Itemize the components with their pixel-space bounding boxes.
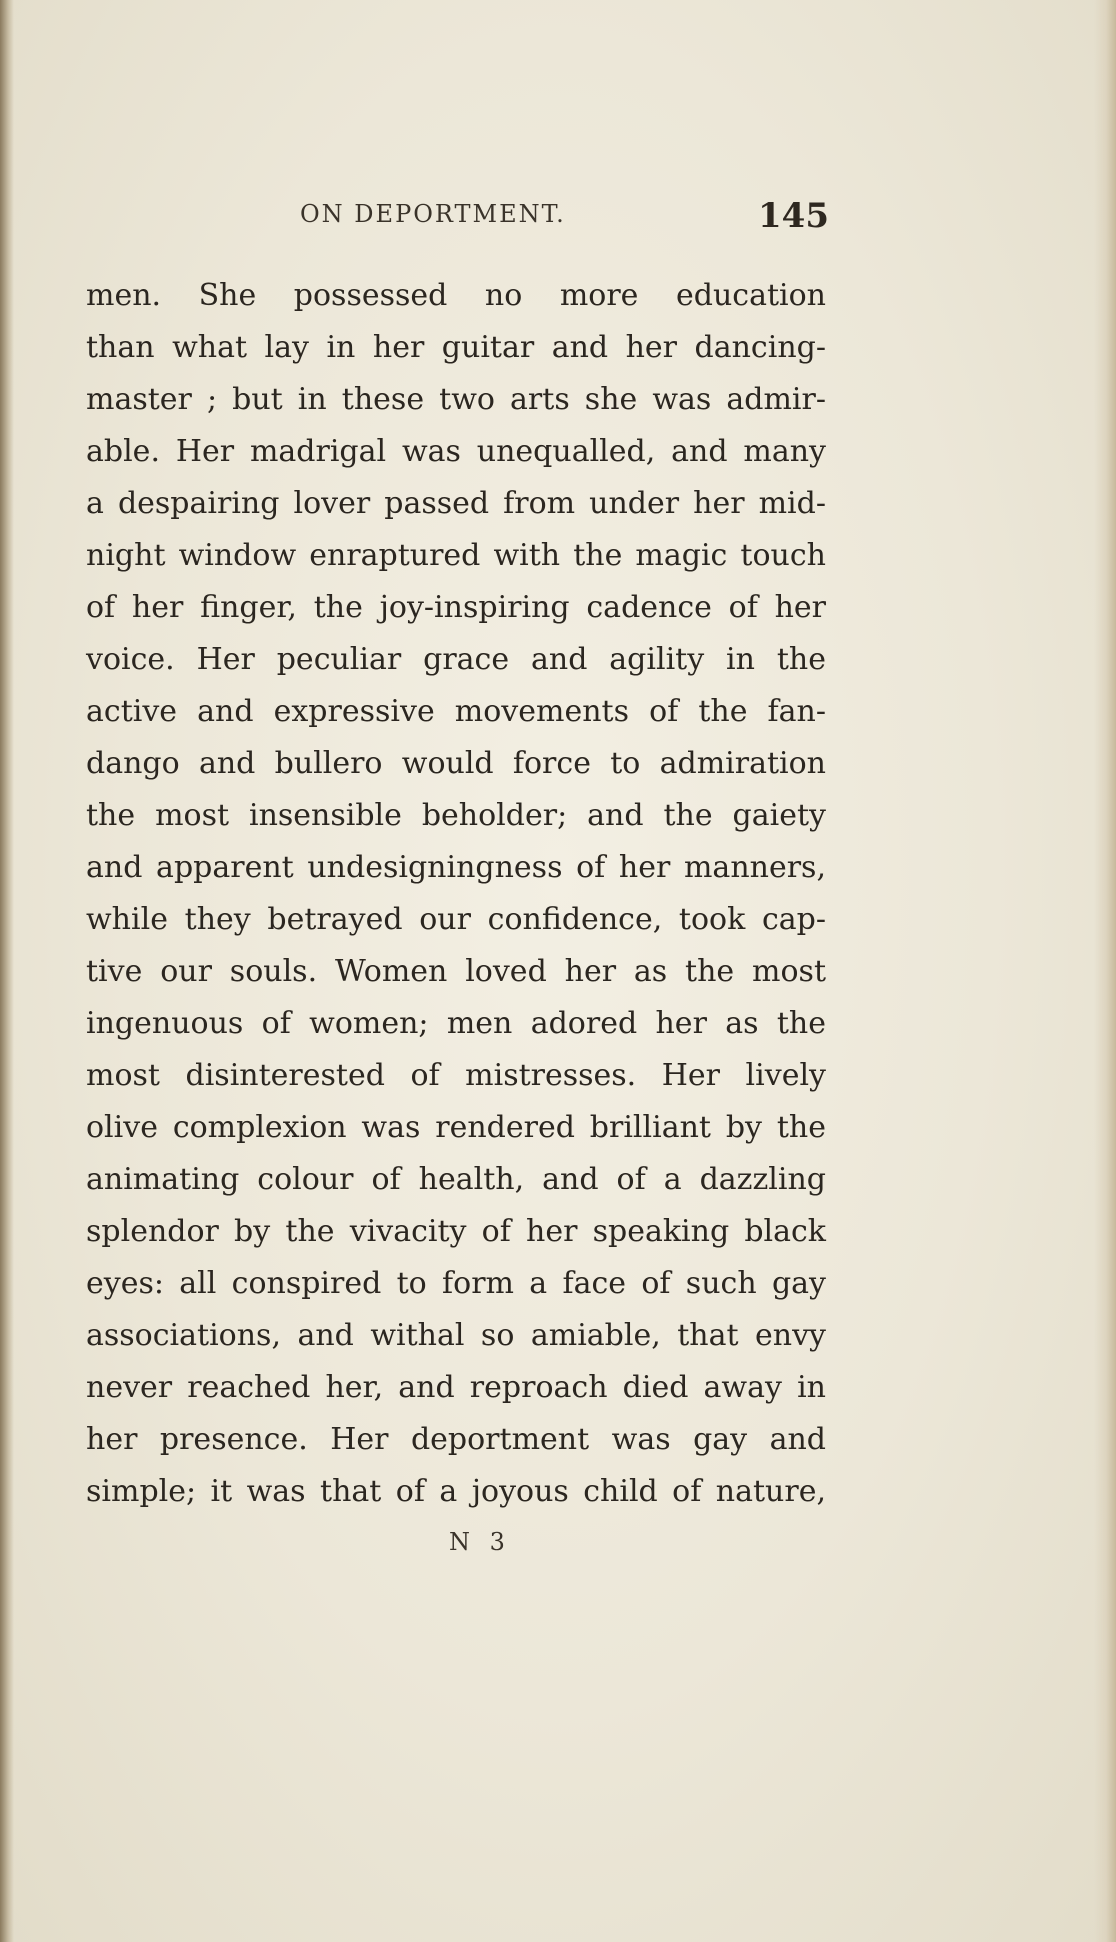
page-number: 145 xyxy=(758,196,829,236)
text-line: the most insensible beholder; and the gaiety xyxy=(86,798,826,833)
text-line: men. She possessed no more education xyxy=(86,278,826,313)
fore-edge xyxy=(1094,0,1116,1942)
text-line: than what lay in her guitar and her dancing- xyxy=(86,330,826,365)
text-line: never reached her, and reproach died away in xyxy=(86,1370,826,1405)
body-text xyxy=(86,270,826,1518)
text-line: night window enraptured with the magic touch xyxy=(86,538,826,573)
text-line: while they betrayed our confidence, took cap- xyxy=(86,902,826,937)
text-line: eyes: all conspired to form a face of such gay xyxy=(86,1266,826,1301)
text-line: and apparent undesigningness of her manners, xyxy=(86,850,826,885)
text-line: simple; it was that of a joyous child of nature, xyxy=(86,1474,826,1509)
text-line: olive complexion was rendered brilliant by the xyxy=(86,1110,826,1145)
text-line: splendor by the vivacity of her speaking black xyxy=(86,1214,826,1249)
text-line: ingenuous of women; men adored her as the xyxy=(86,1006,826,1041)
text-line: a despairing lover passed from under her mid- xyxy=(86,486,826,521)
text-line: tive our souls. Women loved her as the most xyxy=(86,954,826,989)
text-line: of her finger, the joy-inspiring cadence of her xyxy=(86,590,826,625)
text-line: voice. Her peculiar grace and agility in the xyxy=(86,642,826,677)
text-line: her presence. Her deportment was gay and xyxy=(86,1422,826,1457)
text-line: active and expressive movements of the fan- xyxy=(86,694,826,729)
text-line: animating colour of health, and of a dazzling xyxy=(86,1162,826,1197)
text-line: associations, and withal so amiable, that envy xyxy=(86,1318,826,1353)
text-line: master ; but in these two arts she was admir- xyxy=(86,382,826,417)
text-line: able. Her madrigal was unequalled, and many xyxy=(86,434,826,469)
spine-edge xyxy=(0,0,14,1942)
running-head: ON DEPORTMENT. xyxy=(300,200,566,228)
text-line: dango and bullero would force to admiration xyxy=(86,746,826,781)
text-line: most disinterested of mistresses. Her lively xyxy=(86,1058,826,1093)
signature-mark: N 3 xyxy=(449,1528,511,1556)
